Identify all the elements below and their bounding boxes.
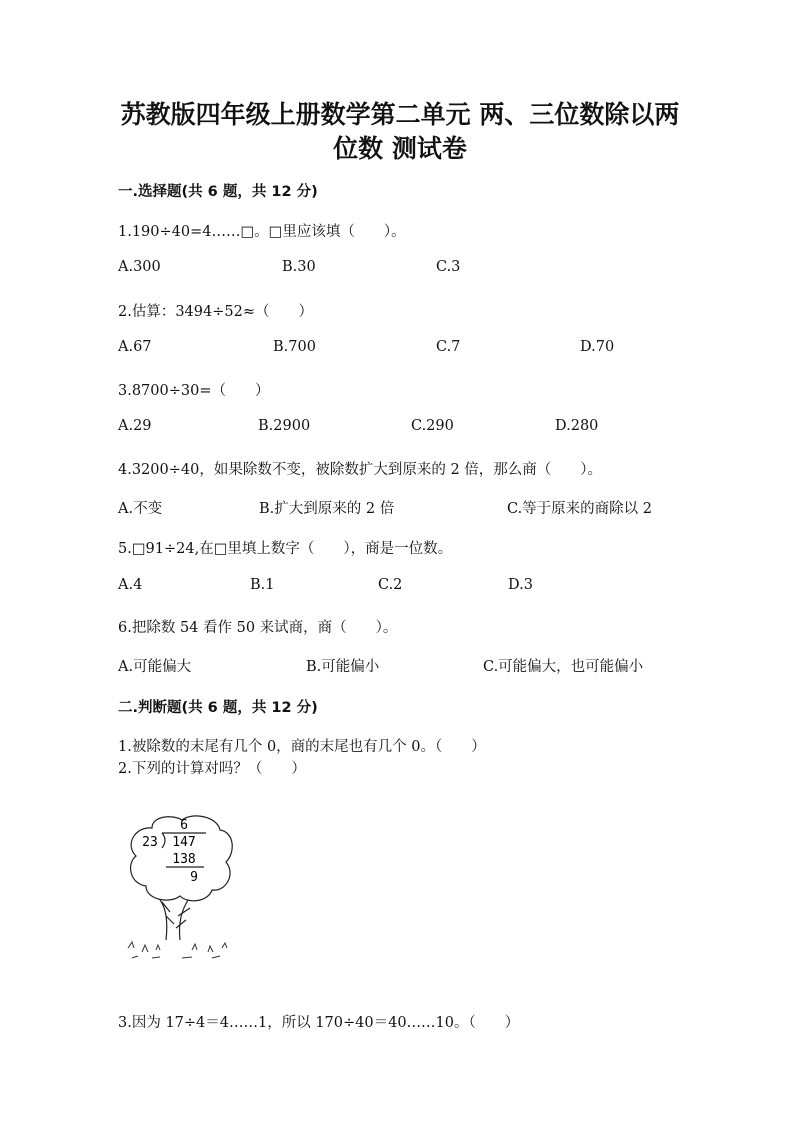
trunk xyxy=(160,900,190,940)
division-divisor: 23 xyxy=(142,835,158,850)
option-d: D.70 xyxy=(580,339,615,355)
judgement-question-2: 2.下列的计算对吗？（ ） xyxy=(118,761,306,777)
grass xyxy=(128,942,227,958)
division-dividend: 147 xyxy=(172,835,196,850)
section-heading-choice: 一.选择题(共 6 题，共 12 分) xyxy=(118,184,318,200)
question-text: 3.8700÷30=（ ） xyxy=(118,383,270,399)
option-c: C.可能偏大，也可能偏小 xyxy=(483,659,644,675)
question-text: 4.3200÷40，如果除数不变，被除数扩大到原来的 2 倍，那么商（ ）。 xyxy=(118,462,603,478)
option-c: C.2 xyxy=(378,577,403,593)
question-text: 2.估算：3494÷52≈（ ） xyxy=(118,304,313,320)
option-b: B.700 xyxy=(273,339,316,355)
judgement-question-1: 1.被除数的末尾有几个 0，商的末尾也有几个 0。（ ） xyxy=(118,739,486,755)
option-a: A.67 xyxy=(118,339,152,355)
option-d: D.280 xyxy=(555,418,599,434)
option-b: B.可能偏小 xyxy=(306,659,380,675)
option-a: A.29 xyxy=(118,418,152,434)
option-b: B.1 xyxy=(250,577,275,593)
question-text: 5.□91÷24,在□里填上数字（ ），商是一位数。 xyxy=(118,541,453,557)
tree-division-illustration xyxy=(122,812,242,962)
option-c: C.3 xyxy=(436,259,461,275)
section-heading-judgement: 二.判断题(共 6 题，共 12 分) xyxy=(118,700,318,716)
question-text: 6.把除数 54 看作 50 来试商，商（ ）。 xyxy=(118,620,398,636)
option-a: A.300 xyxy=(118,259,161,275)
division-remainder: 9 xyxy=(190,870,198,885)
division-bracket xyxy=(162,833,165,848)
option-a: A.不变 xyxy=(118,501,163,517)
judgement-question-3: 3.因为 17÷4＝4……1，所以 170÷40＝40……10。（ ） xyxy=(118,1015,520,1031)
division-quotient: 6 xyxy=(180,818,188,833)
option-c: C.等于原来的商除以 2 xyxy=(507,501,653,517)
title-line-2: 位数 测试卷 xyxy=(333,134,467,163)
option-d: D.3 xyxy=(508,577,533,593)
option-c: C.7 xyxy=(436,339,461,355)
question-text: 1.190÷40=4……□。□里应该填（ ）。 xyxy=(118,224,406,240)
division-product: 138 xyxy=(172,852,196,867)
option-b: B.30 xyxy=(282,259,316,275)
option-a: A.可能偏大 xyxy=(118,659,192,675)
title-line-1: 苏教版四年级上册数学第二单元 两、三位数除以两 xyxy=(120,100,680,129)
option-b: B.扩大到原来的 2 倍 xyxy=(259,501,395,517)
option-a: A.4 xyxy=(118,577,143,593)
option-b: B.2900 xyxy=(258,418,311,434)
option-c: C.290 xyxy=(411,418,454,434)
